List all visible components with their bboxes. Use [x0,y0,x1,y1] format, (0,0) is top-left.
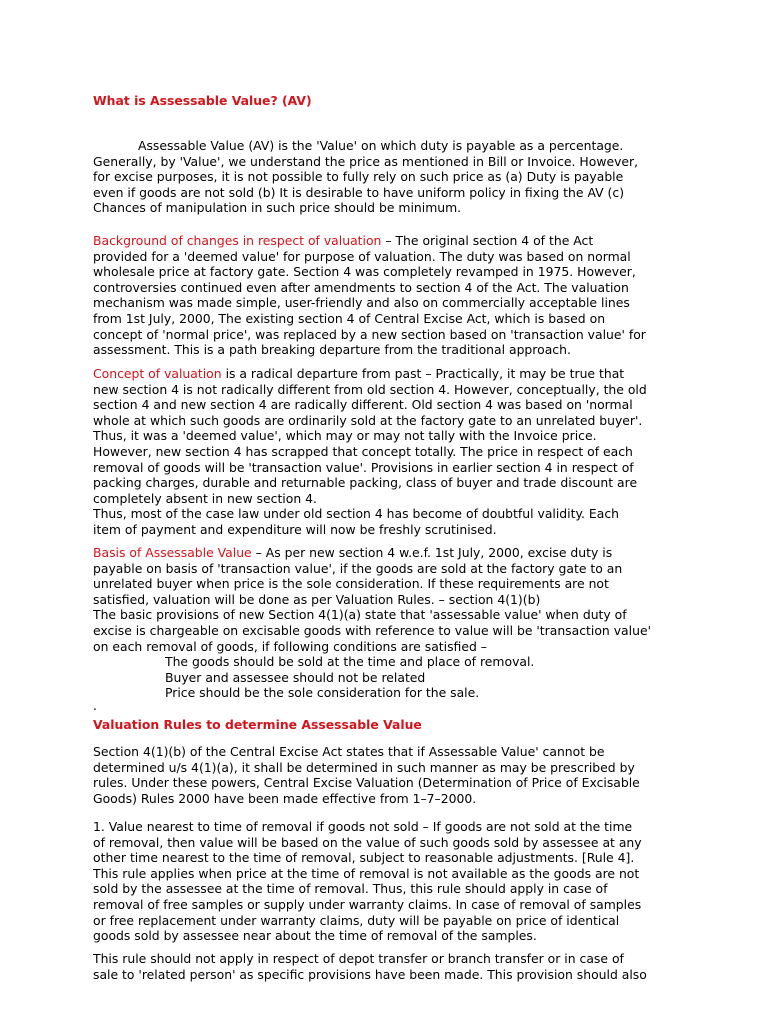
valuation-rules-paragraph [93,744,693,806]
section-heading: Valuation Rules to determine Assessable Value [93,717,422,732]
text-line [93,233,693,249]
text-line: 1. Value nearest to time of removal if goods not sold – If goods are not sold at the time [93,819,633,834]
text-line: section 4 and new section 4 are radically different. Old section 4 was based on 'normal [93,397,633,413]
text-line: Thus, most of the case law under old section 4 has become of doubtful validity. Each [93,506,619,522]
text-line: This rule should not apply in respect of depot transfer or branch transfer or in case of [93,951,624,966]
text-line [93,545,693,561]
text-line: Section 4(1)(b) of the Central Excise Act states that if Assessable Value' cannot be [93,744,605,759]
inline-text: – As per new section 4 w.e.f. 1st July, 2000, excise duty is [251,545,613,560]
concept-paragraph [93,366,693,538]
concept-label: Concept of valuation [93,366,222,381]
text-line: assessment. This is a path breaking departure from the traditional approach. [93,342,571,358]
text-line: The basic provisions of new Section 4(1)(a) state that 'assessable value' when duty of [93,607,627,623]
text-line: This rule applies when price at the time of removal is not available as the goods are not [93,865,640,881]
text-line: item of payment and expenditure will now be freshly scrutinised. [93,521,497,537]
text-line: unrelated buyer when price is the sole consideration. If these requirements are not [93,576,609,592]
background-label: Background of changes in respect of valuation [93,233,382,248]
text-line: goods sold by assessee near about the time of removal of the samples. [93,928,537,944]
text-line: from 1st July, 2000, The existing section 4 of Central Excise Act, which is based on [93,310,606,326]
text-line: provided for a 'deemed value' for purpose of valuation. The duty was based on normal [93,248,631,264]
text-line: satisfied, valuation will be done as per Valuation Rules. – section 4(1)(b) [93,591,541,607]
text-line: wholesale price at factory gate. Section 4 was completely revamped in 1975. However, [93,264,636,280]
text-line: However, new section 4 has scrapped that concept totally. The price in respect of each [93,443,633,459]
text-line: new section 4 is not radically different from old section 4. However, conceptually, the old [93,381,647,397]
condition-item: The goods should be sold at the time and place of removal. [165,654,535,670]
text-line: mechanism was made simple, user-friendly and also on commercially acceptable lines [93,295,630,311]
text-line: controversies continued even after amendments to section 4 of the Act. The valuation [93,279,629,295]
text-line: on each removal of goods, if following conditions are satisfied – [93,638,487,654]
inline-text: – The original section 4 of the Act [381,233,594,248]
page-title: What is Assessable Value? (AV) [93,93,312,108]
intro-paragraph [93,138,693,216]
rule1-paragraph [93,819,693,944]
text-line: or free replacement under warranty claims, duty will be payable on price of identical [93,912,620,928]
text-line: payable on basis of 'transaction value', if the goods are sold at the factory gate to an [93,560,623,576]
text-line: determined u/s 4(1)(a), it shall be determined in such manner as may be prescribed by [93,759,635,775]
text-line: concept of 'normal price', was replaced by a new section based on 'transaction value' for [93,326,646,342]
text-line: of removal, then value will be based on the value of such goods sold by assessee at any [93,834,642,850]
background-paragraph [93,233,693,358]
rule1-continuation [93,951,693,982]
condition-item: Buyer and assessee should not be related [165,669,426,685]
text-line: packing charges, durable and returnable packing, class of buyer and trade discount are [93,475,638,491]
text-line: Generally, by 'Value', we understand the price as mentioned in Bill or Invoice. However, [93,153,639,169]
text-line: whole at which such goods are ordinarily sold at the factory gate to an unrelated buyer'. [93,412,643,428]
condition-item: Price should be the sole consideration for the sale. [165,685,480,701]
text-line: removal of goods will be 'transaction value'. Provisions in earlier section 4 in respect of [93,459,634,475]
text-line: Chances of manipulation in such price should be minimum. [93,200,462,216]
text-line: completely absent in new section 4. [93,490,317,506]
text-line: Goods) Rules 2000 have been made effective from 1–7–2000. [93,790,477,806]
text-line: even if goods are not sold (b) It is desirable to have uniform policy in fixing the AV (c) [93,184,625,200]
inline-text: is a radical departure from past – Practically, it may be true that [221,366,625,381]
text-line: rules. Under these powers, Central Excise Valuation (Determination of Price of Excisable [93,775,640,791]
text-line: for excise purposes, it is not possible to fully rely on such price as (a) Duty is payable [93,169,624,185]
text-line [93,366,693,382]
text-line: Thus, it was a 'deemed value', which may or may not tally with the Invoice price. [93,428,597,444]
text-line: excise is chargeable on excisable goods with reference to value will be 'transaction value' [93,622,651,638]
text-line: sale to 'related person' as specific provisions have been made. This provision should also [93,966,647,982]
text-line: sold by the assessee at the time of removal. Thus, this rule should apply in case of [93,881,608,897]
text-line: other time nearest to the time of removal, subject to reasonable adjustments. [Rule 4]. [93,850,635,866]
text-line: Assessable Value (AV) is the 'Value' on which duty is payable as a percentage. [138,138,624,153]
basis-paragraph [93,545,693,711]
basis-label: Basis of Assessable Value [93,545,252,560]
stray-dot: . [93,697,97,713]
text-line: removal of free samples or supply under warranty claims. In case of removal of samples [93,896,642,912]
